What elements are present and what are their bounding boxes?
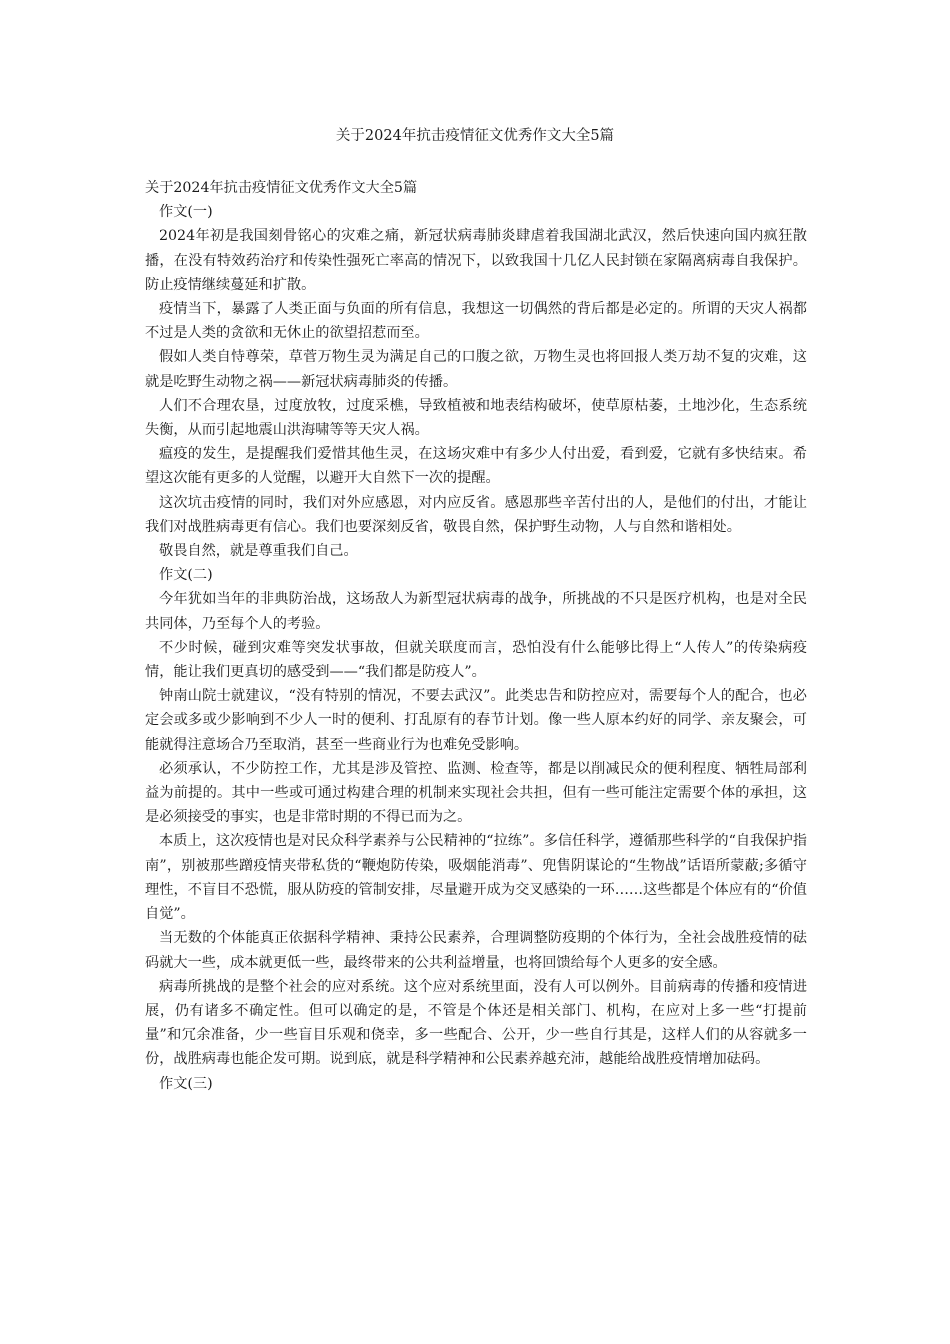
essay-3-heading: 作文(三): [159, 1075, 213, 1092]
page-title: 关于2024年抗击疫情征文优秀作文大全5篇: [335, 128, 615, 144]
paragraph: 病毒所挑战的是整个社会的应对系统。这个应对系统里面，没有人可以例外。目前病毒的传播和疫情进展，仍有诸多不确定性。但可以确定的是，不管是个体还是相关部门、机构，在应对上多一些“打提前量”和冗余准备，少一些盲目乐观和侥幸，多一些配合、公开，少一些自行其是，这样人们的从容就多一份，战胜病毒也能企发可期。说到底，就是科学精神和公民素养越充沛，越能给战胜疫情增加砝码。: [145, 978, 807, 1068]
paragraph: 敬畏自然，就是尊重我们自己。: [159, 543, 358, 560]
paragraph: 这次坑击疫情的同时，我们对外应感恩，对内应反省。感恩那些辛苦付出的人，是他们的付出，才能让我们对战胜病毒更有信心。我们也要深刻反省，敬畏自然，保护野生动物，人与自然和谐相处。: [145, 494, 807, 535]
paragraph: 假如人类自恃尊荣，草菅万物生灵为满足自己的口腹之欲，万物生灵也将回报人类万劫不复的灾难，这就是吃野生动物之祸——新冠状病毒肺炎的传播。: [145, 349, 807, 390]
paragraph: 当无数的个体能真正依据科学精神、秉持公民素养，合理调整防疫期的个体行为，全社会战胜疫情的砝码就大一些，成本就更低一些，最终带来的公共利益增量，也将回馈给每个人更多的安全感。: [145, 930, 807, 971]
paragraph: 本质上，这次疫情也是对民众科学素养与公民精神的“拉练”。多信任科学，遵循那些科学的“自我保护指南”，别被那些蹭疫情夹带私货的“鞭炮防传染，吸烟能消毒”、兜售阴谋论的“生物战”话语所蒙蔽;多循守理性，不盲目不恐慌，服从防疫的管制安排，尽量避开成为交叉感染的一环……这些都是个体应有的“价值自觉”。: [145, 833, 807, 923]
paragraph: 瘟疫的发生，是提醒我们爱惜其他生灵，在这场灾难中有多少人付出爱，看到爱，它就有多快结束。希望这次能有更多的人觉醒，以避开大自然下一次的提醒。: [145, 446, 807, 487]
essay-1-heading: 作文(一): [159, 204, 213, 221]
paragraph: 必须承认，不少防控工作，尤其是涉及管控、监测、检查等，都是以削减民众的便利程度、牺牲局部利益为前提的。其中一些或可通过构建合理的机制来实现社会共担，但有一些可能注定需要个体的承担，这是必须接受的事实，也是非常时期的不得已而为之。: [145, 760, 807, 826]
essay-2-heading: 作文(二): [159, 567, 213, 584]
paragraph: 2024年初是我国刻骨铭心的灾难之痛，新冠状病毒肺炎肆虐着我国湖北武汉，然后快速向国内疯狂散播，在没有特效药治疗和传染性强死亡率高的情况下，以致我国十几亿人民封锁在家隔离病毒自我保护。防止疫情继续蔓延和扩散。: [145, 228, 807, 293]
document-body: [145, 176, 807, 1096]
paragraph: 不少时候，碰到灾难等突发状事故，但就关联度而言，恐怕没有什么能够比得上“人传人”的传染病疫情，能让我们更真切的感受到——“我们都是防疫人”。: [145, 639, 807, 681]
paragraph: 今年犹如当年的非典防治战，这场敌人为新型冠状病毒的战争，所挑战的不只是医疗机构，也是对全民共同体，乃至每个人的考验。: [145, 591, 807, 632]
document-subtitle: 关于2024年抗击疫情征文优秀作文大全5篇: [145, 180, 418, 196]
paragraph: 人们不合理农垦，过度放牧，过度采樵，导致植被和地表结构破坏，使草原枯萎，土地沙化，生态系统失衡，从而引起地震山洪海啸等等天灾人祸。: [145, 397, 807, 439]
paragraph: 疫情当下，暴露了人类正面与负面的所有信息，我想这一切偶然的背后都是必定的。所谓的天灾人祸都不过是人类的贪欲和无休止的欲望招惹而至。: [145, 301, 807, 342]
paragraph: 钟南山院士就建议，“没有特别的情况，不要去武汉”。此类忠告和防控应对，需要每个人的配合，也必定会或多或少影响到不少人一时的便利、打乱原有的春节计划。像一些人原本约好的同学、亲友聚会，可能就得注意场合乃至取消，甚至一些商业行为也难免受影响。: [145, 688, 807, 753]
